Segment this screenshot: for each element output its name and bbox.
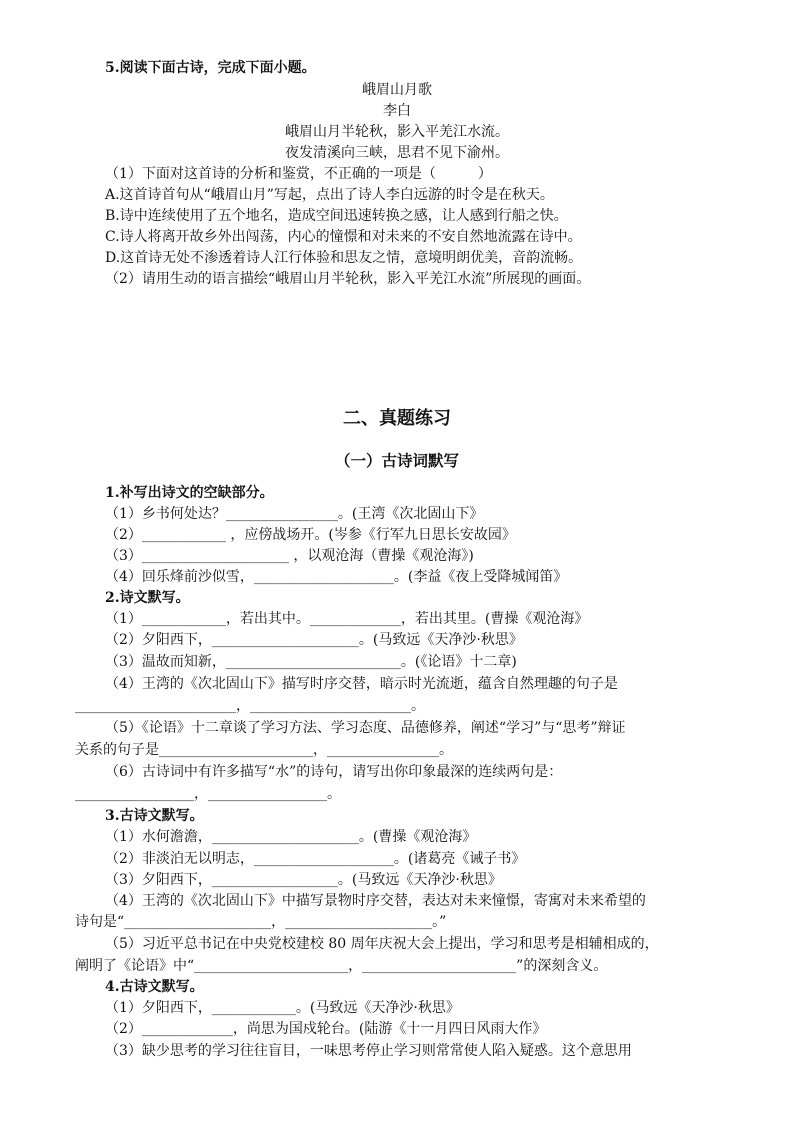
option-b: B.诗中连续使用了五个地名，造成空间迅速转换之感，让人感到行船之快。: [105, 208, 568, 224]
option-d: D.这首诗无处不渗透着诗人江行体验和思友之情，意境明朗优美，音韵流畅。: [105, 250, 583, 266]
section-subtitle: （一）古诗词默写: [334, 451, 459, 470]
option-c: C.诗人将离开故乡外出闯荡，内心的憧憬和对未来的不安自然地流露在诗中。: [105, 229, 582, 245]
exercise-2-item-3: （3）温故而知新，_________________________。(《论语》十二章): [105, 654, 517, 670]
exercise-3-heading: 3.古诗文默写。: [105, 808, 204, 824]
exercise-3-item-5: （5）习近平总书记在中央党校建校 80 周年庆祝大会上提出，学习和思考是相辅相成的，: [105, 936, 659, 952]
exercise-2-heading: 2.诗文默写。: [105, 590, 190, 606]
exercise-1-item-4: （4）回乐烽前沙似雪，____________________。(李益《夜上受降城闻笛》: [105, 569, 568, 585]
exercise-1-heading: 1.补写出诗文的空缺部分。: [105, 485, 274, 501]
poem-title: 峨眉山月歌: [362, 82, 432, 98]
poem-line-1: 峨眉山月半轮秋，影入平羌江水流。: [285, 124, 509, 140]
poem-line-2: 夜发清溪向三峡，思君不见下渝州。: [285, 145, 509, 161]
exercise-1-item-1: （1）乡书何处达？________________。(王湾《次北固山下》: [105, 506, 484, 522]
exercise-2-item-6-blanks: _________________，_________________。: [75, 786, 341, 802]
exercise-2-item-5-cont: 关系的句子是______________________，________________。: [75, 742, 453, 758]
option-a: A.这首诗首句从“峨眉山月”写起，点出了诗人李白远游的时令是在秋天。: [105, 187, 554, 203]
exercise-3-item-2: （2）非淡泊无以明志，____________________。(诸葛亮《诫子书》: [105, 851, 526, 867]
exercise-4-heading: 4.古诗文默写。: [105, 979, 204, 995]
exercise-3-item-5-cont: 阐明了《论语》中“______________________，______________________”的深刻含义。: [75, 958, 608, 974]
question-5-sub-1: （1）下面对这首诗的分析和鉴赏，不正确的一项是（ ）: [105, 166, 492, 182]
exercise-3-item-4: （4）王湾的《次北固山下》中描写景物时序交替，表达对未来憧憬，寄寓对未来希望的: [105, 893, 646, 909]
exercise-3-item-4-cont: 诗句是“_____________________，_____________________。”: [75, 914, 447, 930]
exercise-4-item-3: （3）缺少思考的学习往往盲目，一味思考停止学习则常常使人陷入疑惑。这个意思用: [105, 1043, 632, 1059]
exercise-4-item-2: （2）_____________，尚思为国戍轮台。(陆游《十一月四日风雨大作》: [105, 1021, 547, 1037]
exercise-2-item-5: （5）《论语》十二章谈了学习方法、学习态度、品德修养，阐述“学习”与“思考”辩证: [105, 720, 626, 736]
exercise-2-item-1: （1）____________，若出其中。_____________，若出其里。(曹操《观沧海》: [105, 611, 589, 627]
exercise-2-item-6: （6）古诗词中有许多描写“水”的诗句，请写出你印象最深的连续两句是：: [105, 764, 563, 780]
exercise-3-item-3: （3）夕阳西下，__________________。(马致远《天净沙·秋思》: [105, 872, 502, 888]
exercise-1-item-3: （3）_____________________ ，以观沧海（曹操《观沧海》): [105, 548, 474, 564]
exercise-2-item-2: （2）夕阳西下，_____________________。(马致远《天净沙·秋思》: [105, 632, 523, 648]
exercise-2-item-4-blanks: _______________________，_______________________。: [75, 698, 425, 714]
exercise-1-item-2: （2）____________ ，应傍战场开。(岑参《行军九日思长安故园》: [105, 527, 516, 543]
exercise-4-item-1: （1）夕阳西下，____________。(马致远《天净沙·秋思》: [105, 1000, 460, 1016]
section-title: 二、真题练习: [343, 408, 451, 429]
question-5-heading: 5.阅读下面古诗，完成下面小题。: [105, 60, 316, 76]
poem-author: 李白: [383, 103, 411, 119]
exercise-3-item-1: （1）水何澹澹，_____________________。(曹操《观沧海》: [105, 829, 477, 845]
exercise-2-item-4: （4）王湾的《次北固山下》描写时序交替，暗示时光流逝，蕴含自然理趣的句子是: [105, 676, 618, 692]
question-5-sub-2: （2）请用生动的语言描绘“峨眉山月半轮秋，影入平羌江水流”所展现的画面。: [105, 271, 591, 287]
